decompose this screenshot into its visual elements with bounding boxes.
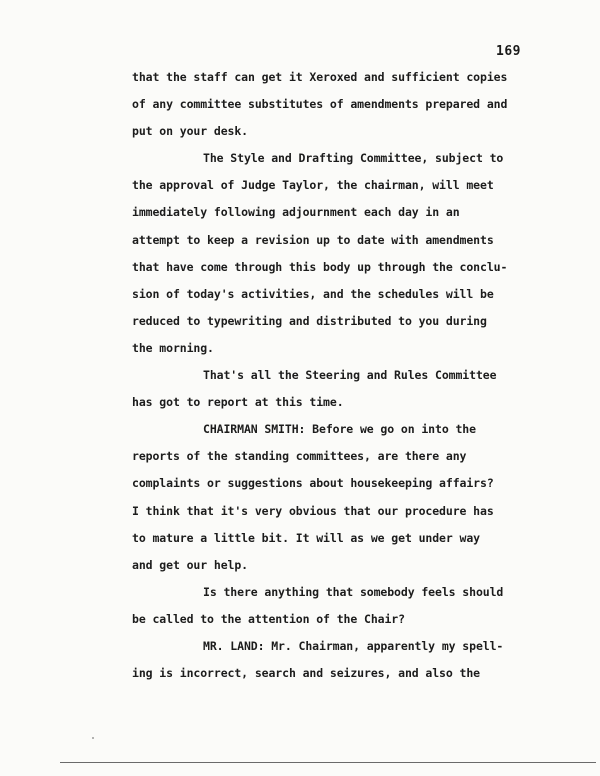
text-line: attempt to keep a revision up to date with amendments	[132, 232, 494, 247]
text-line: I think that it's very obvious that our procedure has	[132, 503, 494, 518]
speaker-line: MR. LAND: Mr. Chairman, apparently my spell-	[203, 638, 504, 653]
text-line: That's all the Steering and Rules Committee	[203, 368, 497, 383]
text-line: ing is incorrect, search and seizures, and also the	[132, 666, 481, 681]
text-line: of any committee substitutes of amendments prepared and	[132, 97, 508, 112]
transcript-body	[132, 64, 552, 687]
page-number: 169	[496, 44, 521, 59]
text-line: and get our help.	[132, 557, 249, 572]
text-line: the morning.	[132, 340, 214, 355]
text-line: sion of today's activities, and the schedules will be	[132, 286, 494, 301]
text-line: complaints or suggestions about housekeeping affairs?	[132, 476, 494, 491]
speaker-line: CHAIRMAN SMITH: Before we go on into the	[203, 422, 476, 437]
text-line: Is there anything that somebody feels should	[203, 584, 504, 599]
text-line: reduced to typewriting and distributed to you during	[132, 313, 487, 328]
text-line: immediately following adjournment each day in an	[132, 205, 460, 220]
text-line: that have come through this body up through the conclu-	[132, 259, 508, 274]
scan-speck	[92, 737, 94, 739]
text-line: put on your desk.	[132, 124, 249, 139]
text-line: to mature a little bit. It will as we get under way	[132, 530, 481, 545]
text-line: that the staff can get it Xeroxed and sufficient copies	[132, 70, 508, 84]
text-line: the approval of Judge Taylor, the chairman, will meet	[132, 178, 494, 193]
bottom-rule	[60, 762, 596, 763]
text-line: The Style and Drafting Committee, subject to	[203, 151, 504, 166]
text-line: be called to the attention of the Chair?	[132, 611, 405, 626]
text-line: has got to report at this time.	[132, 395, 344, 410]
text-line: reports of the standing committees, are there any	[132, 449, 467, 464]
